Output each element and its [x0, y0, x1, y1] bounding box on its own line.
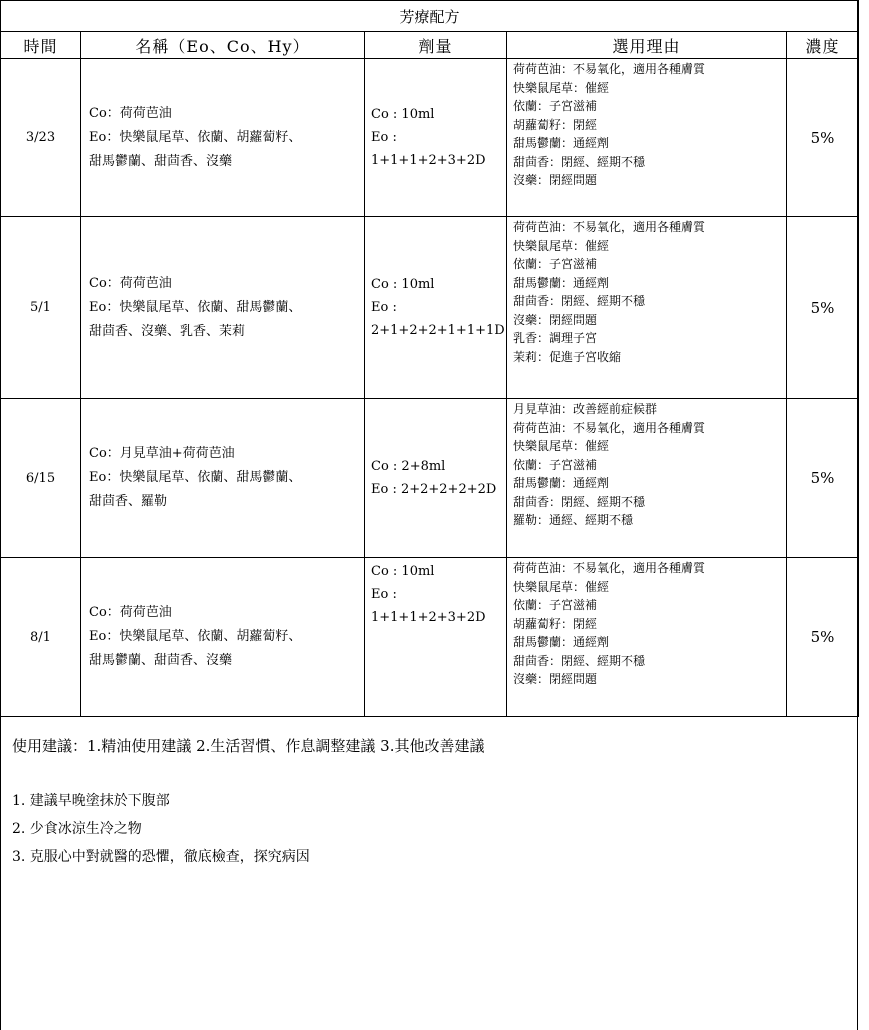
- reason-line: 甜馬鬱蘭：通經劑: [513, 136, 610, 150]
- reason-line: 荷荷芭油：不易氧化，適用各種膚質: [513, 420, 706, 435]
- reason-line: 甜馬鬱蘭：通經劑: [513, 275, 610, 290]
- reason-line: 快樂鼠尾草：催經: [513, 80, 610, 95]
- reason-line: 沒藥：閉經問題: [513, 672, 598, 686]
- reason-line: 甜茴香：閉經、經期不穩: [513, 154, 646, 169]
- reason-line: 沒藥：閉經問題: [513, 312, 598, 327]
- reason-line: 快樂鼠尾草：催經: [513, 238, 610, 253]
- reason-line: 依蘭：子宮滋補: [513, 99, 598, 113]
- table-row: [1, 558, 859, 717]
- name-line: 甜茴香、羅勒: [89, 494, 168, 509]
- dose-line: Eo :: [371, 587, 397, 602]
- header-name: 名稱（Eo、Co、Hy）: [81, 32, 365, 59]
- time-cell: 6/15: [1, 399, 81, 558]
- reason-line: 胡蘿蔔籽：閉經: [513, 117, 598, 132]
- reason-line: 甜茴香：閉經、經期不穩: [513, 653, 646, 668]
- reason-line: 甜馬鬱蘭：通經劑: [513, 635, 610, 649]
- name-line: Eo：快樂鼠尾草、依蘭、甜馬鬱蘭、: [89, 470, 302, 485]
- reason-line: 月見草油：改善經前症候群: [513, 402, 658, 416]
- time-cell: 5/1: [1, 217, 81, 399]
- table-row: [1, 59, 859, 217]
- usage-notes: [12, 735, 842, 874]
- notes-heading: 使用建議：1.精油使用建議 2.生活習慣、作息調整建議 3.其他改善建議: [12, 737, 485, 755]
- dose-line: Eo :: [371, 130, 397, 145]
- reason-line: 依蘭：子宮滋補: [513, 257, 598, 271]
- name-line: Eo：快樂鼠尾草、依蘭、胡蘿蔔籽、: [89, 129, 302, 145]
- name-cell: [81, 558, 365, 717]
- reason-line: 依蘭：子宮滋補: [513, 598, 598, 612]
- reason-line: 依蘭：子宮滋補: [513, 457, 598, 472]
- header-time: 時間: [1, 32, 81, 59]
- dose-cell: [365, 399, 507, 558]
- concentration-cell: 5%: [787, 59, 859, 217]
- reason-line: 茉莉：促進子宮收縮: [513, 349, 622, 364]
- reason-line: 快樂鼠尾草：催經: [513, 439, 610, 453]
- name-cell: [81, 59, 365, 217]
- reason-cell: [507, 558, 787, 717]
- dose-line: Eo :: [371, 300, 397, 315]
- table-row: [1, 217, 859, 399]
- dose-line: 1+1+1+2+3+2D: [371, 153, 486, 168]
- name-line: Eo：快樂鼠尾草、依蘭、胡蘿蔔籽、: [89, 629, 302, 644]
- reason-line: 荷荷芭油：不易氧化，適用各種膚質: [513, 62, 706, 76]
- note-item: 1. 建議早晚塗抹於下腹部: [12, 793, 170, 809]
- reason-line: 胡蘿蔔籽：閉經: [513, 616, 598, 631]
- header-reason: 選用理由: [507, 32, 787, 59]
- dose-line: 2+1+2+2+1+1+1D: [371, 323, 505, 338]
- table-row: [1, 399, 859, 558]
- name-line: Co：月見草油+荷荷芭油: [89, 446, 235, 461]
- dose-line: Co : 10ml: [371, 277, 435, 292]
- reason-line: 甜茴香：閉經、經期不穩: [513, 494, 646, 509]
- reason-line: 快樂鼠尾草：催經: [513, 579, 610, 594]
- reason-line: 甜茴香：閉經、經期不穩: [513, 294, 646, 308]
- concentration-cell: 5%: [787, 399, 859, 558]
- reason-cell: [507, 217, 787, 399]
- note-item: 2. 少食冰涼生冷之物: [12, 821, 142, 837]
- name-line: 甜馬鬱蘭、甜茴香、沒藥: [89, 653, 233, 668]
- dose-line: Co : 10ml: [371, 107, 435, 122]
- name-cell: [81, 399, 365, 558]
- reason-line: 乳香：調理子宮: [513, 331, 598, 345]
- dose-line: 1+1+1+2+3+2D: [371, 610, 486, 625]
- name-cell: [81, 217, 365, 399]
- table-title: 芳療配方: [1, 1, 859, 32]
- name-line: Co：荷荷芭油: [89, 275, 172, 291]
- name-line: Co：荷荷芭油: [89, 105, 172, 121]
- time-cell: 3/23: [1, 59, 81, 217]
- reason-cell: [507, 399, 787, 558]
- dose-cell: [365, 59, 507, 217]
- dose-line: Co : 2+8ml: [371, 459, 446, 474]
- dose-line: Eo : 2+2+2+2+2D: [371, 482, 497, 497]
- reason-line: 荷荷芭油：不易氧化，適用各種膚質: [513, 561, 706, 575]
- reason-line: 羅勒：通經、經期不穩: [513, 513, 634, 527]
- concentration-cell: 5%: [787, 217, 859, 399]
- header-concentration: 濃度: [787, 32, 859, 59]
- dose-line: Co : 10ml: [371, 564, 435, 579]
- name-line: 甜茴香、沒藥、乳香、茉莉: [89, 323, 246, 339]
- reason-line: 甜馬鬱蘭：通經劑: [513, 476, 610, 490]
- concentration-cell: 5%: [787, 558, 859, 717]
- header-dose: 劑量: [365, 32, 507, 59]
- dose-cell: [365, 217, 507, 399]
- name-line: 甜馬鬱蘭、甜茴香、沒藥: [89, 153, 233, 169]
- time-cell: 8/1: [1, 558, 81, 717]
- name-line: Eo：快樂鼠尾草、依蘭、甜馬鬱蘭、: [89, 299, 302, 315]
- note-item: 3. 克服心中對就醫的恐懼，徹底檢查，探究病因: [12, 849, 310, 865]
- name-line: Co：荷荷芭油: [89, 605, 172, 620]
- reason-cell: [507, 59, 787, 217]
- header-row: [1, 32, 859, 59]
- reason-line: 荷荷芭油：不易氧化，適用各種膚質: [513, 220, 706, 234]
- dose-cell: [365, 558, 507, 717]
- reason-line: 沒藥：閉經問題: [513, 173, 598, 187]
